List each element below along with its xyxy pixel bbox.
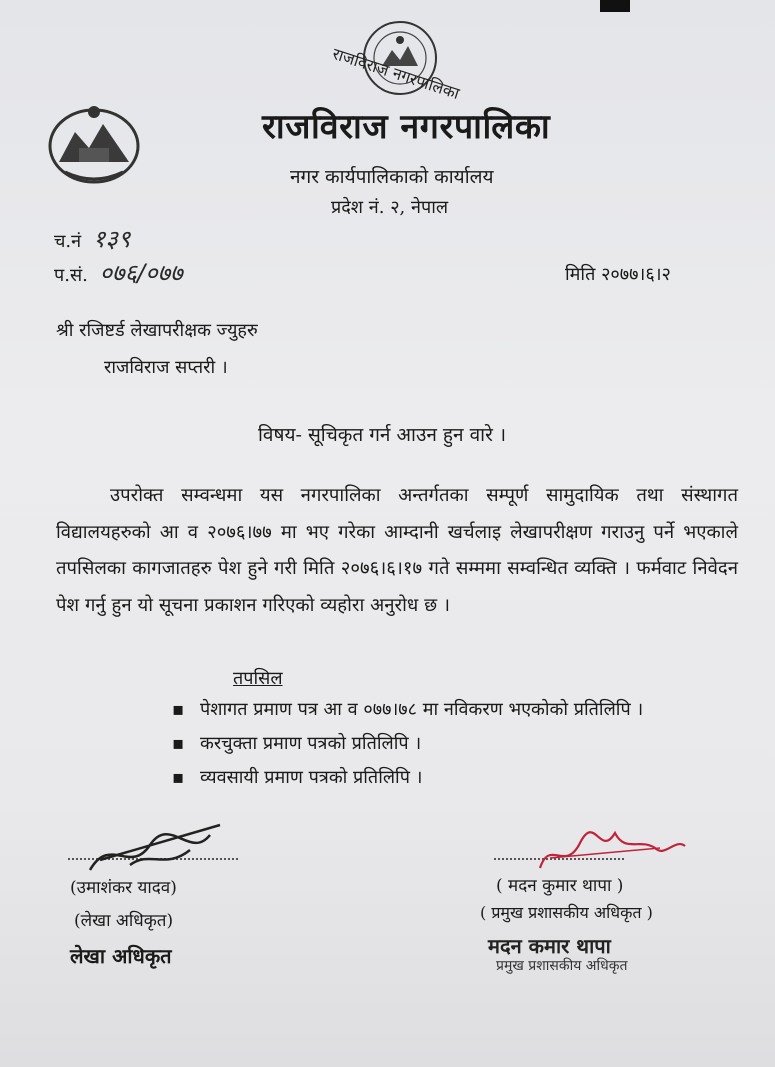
- left-signatory-name: (उमाशंकर यादव): [70, 878, 177, 898]
- right-signatory-stamp-role: प्रमुख प्रशासकीय अधिकृत: [496, 958, 628, 974]
- right-signatory-stamp: मदन कमार थापा: [488, 934, 611, 958]
- bullet-icon: ▪: [172, 699, 185, 720]
- list-item: ▪ करचुक्ता प्रमाण पत्रको प्रतिलिपि ।: [172, 727, 643, 761]
- recipient-line-1: श्री रजिष्टर्ड लेखापरीक्षक ज्युहरु: [56, 320, 258, 341]
- right-signatory-role: ( प्रमुख प्रशासकीय अधिकृत ): [480, 903, 653, 922]
- list-item: ▪ पेशागत प्रमाण पत्र आ व ०७७।७८ मा नविकरण भएकोको प्रतिलिपि ।: [172, 693, 643, 727]
- letter-subject: विषय- सूचिकृत गर्न आउन हुन वारे ।: [258, 424, 507, 446]
- document-list: [172, 693, 643, 795]
- bullet-icon: ▪: [172, 733, 185, 754]
- office-address: प्रदेश नं. २, नेपाल: [331, 197, 449, 218]
- letter-date: मिति २०७७।६।२: [565, 264, 671, 285]
- list-item: ▪ व्यवसायी प्रमाण पत्रको प्रतिलिपि ।: [172, 761, 643, 795]
- photo-corner-shadow: [600, 0, 630, 12]
- seal-text: राजविराज नगरपालिका: [330, 43, 462, 103]
- dispatch-number-value: १३९: [92, 225, 131, 253]
- bullet-icon: ▪: [172, 767, 185, 788]
- letter-number-label: प.सं.: [54, 265, 88, 286]
- letter-number: [54, 256, 183, 289]
- left-signatory-stamp: लेखा अधिकृत: [70, 944, 172, 968]
- letter-number-value: ०७६/०७७: [99, 259, 183, 287]
- recipient-line-2: राजविराज सप्तरी ।: [104, 357, 228, 378]
- right-signatory-name: ( मदन कुमार थापा ): [496, 876, 624, 896]
- dispatch-number-label: च.नं: [54, 231, 82, 252]
- office-subtitle: नगर कार्यपालिकाको कार्यालय: [290, 166, 494, 188]
- letter-body: उपरोक्त सम्वन्धमा यस नगरपालिका अन्तर्गतका सम्पूर्ण सामुदायिक तथा संस्थागत विद्यालयहरुको आ व २०७६।७७ मा भए गरेका आम्दानी खर्चलाइ लेखापरीक्षण गराउनु पर्ने भएकाले तपसिलका कागजातहरु पेश हुने गरी मिति २०७६।६।१७ गते सम्ममा सम्वन्धित व्यक्ति । फर्मवाट निवेदन पेश गर्नु हुन यो सूचना प्रकाशन गरिएको व्यहोरा अनुरोध छ ।: [56, 485, 738, 616]
- left-signatory-role: (लेखा अधिकृत): [74, 911, 174, 931]
- nepal-emblem-icon: [45, 102, 143, 186]
- dispatch-number: [54, 222, 130, 255]
- list-heading: तपसिल: [233, 668, 283, 689]
- organization-title: राजविराज नगरपालिका: [262, 107, 551, 147]
